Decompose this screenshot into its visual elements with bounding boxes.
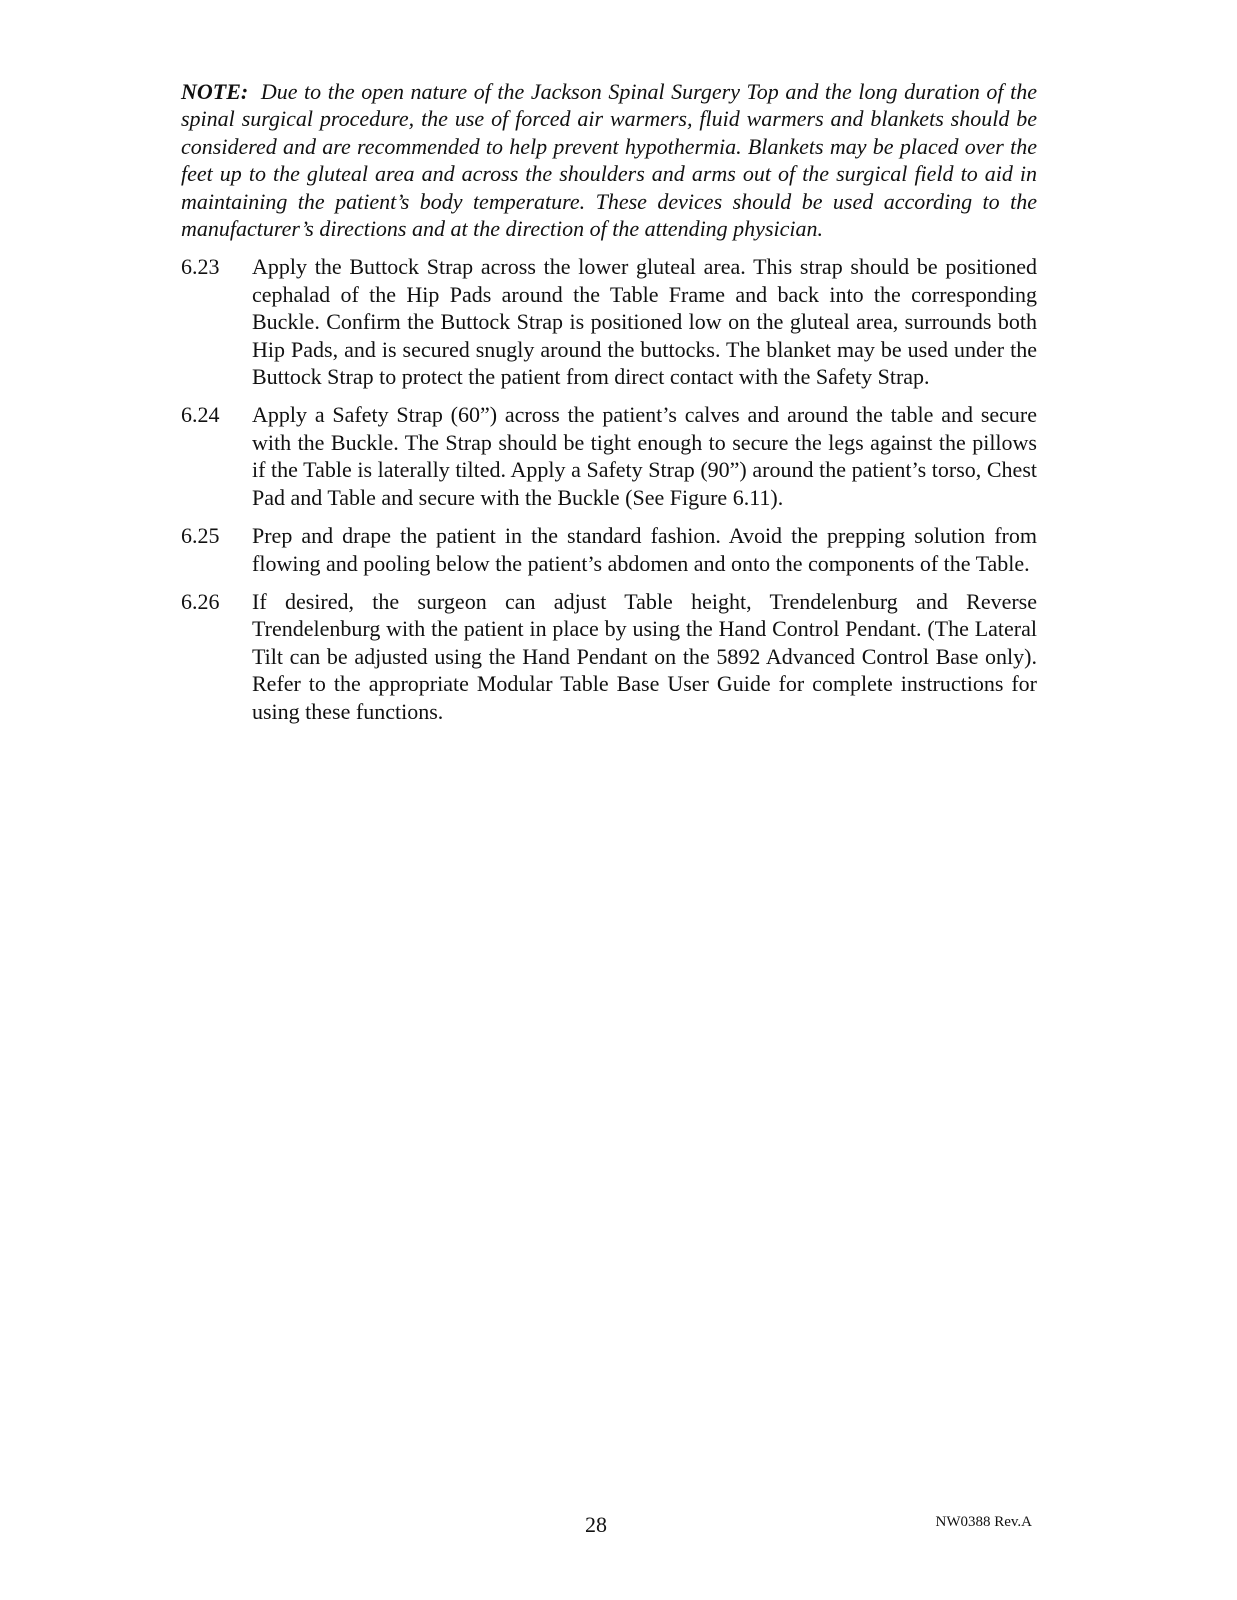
page-content (181, 78, 1037, 736)
step-number: 6.25 (181, 523, 220, 549)
step-6-26 (181, 588, 1037, 725)
step-number: 6.26 (181, 588, 220, 614)
step-text: Prep and drape the patient in the standard fashion. Avoid the prepping solution from flowing and pooling below the patient’s abdomen and onto the components of the Table. (252, 523, 1037, 576)
note-paragraph (181, 78, 1037, 242)
step-6-24 (181, 401, 1037, 511)
note-label: NOTE: (181, 79, 249, 104)
step-text: If desired, the surgeon can adjust Table height, Trendelenburg and Reverse Trendelenburg with the patient in place by using the Hand Control Pendant. (The Lateral Tilt can be adjusted using the Hand Pendant on the 5892 Advanced Control Base only). Refer to the appropriate Modular Table Base User Guide for complete instructions for using these functions. (252, 588, 1037, 724)
document-reference: NW0388 Rev.A (935, 1514, 1032, 1530)
page-footer (0, 1512, 1237, 1542)
page-number: 28 (585, 1512, 607, 1537)
step-number: 6.24 (181, 402, 220, 428)
step-6-25 (181, 522, 1037, 577)
step-text: Apply the Buttock Strap across the lower gluteal area. This strap should be positioned cephalad of the Hip Pads around the Table Frame and back into the corresponding Buckle. Confirm the Buttock Strap is positioned low on the gluteal area, surrounds both Hip Pads, and is secured snugly around the buttocks. The blanket may be used under the Buttock Strap to protect the patient from direct contact with the Safety Strap. (252, 254, 1037, 390)
step-6-23 (181, 253, 1037, 390)
step-text: Apply a Safety Strap (60”) across the patient’s calves and around the table and secure with the Buckle. The Strap should be tight enough to secure the legs against the pillows if the Table is laterally tilted. Apply a Safety Strap (90”) around the patient’s torso, Chest Pad and Table and secure with the Buckle (See Figure 6.11). (252, 402, 1037, 510)
note-text: Due to the open nature of the Jackson Spinal Surgery Top and the long duration of the spinal surgical procedure, the use of forced air warmers, fluid warmers and blankets should be considered and are recommended to help prevent hypothermia. Blankets may be placed over the feet up to the gluteal area and across the shoulders and arms out of the surgical field to aid in maintaining the patient’s body temperature. These devices should be used according to the manufacturer’s directions and at the direction of the attending physician. (181, 79, 1038, 242)
step-number: 6.23 (181, 254, 220, 280)
